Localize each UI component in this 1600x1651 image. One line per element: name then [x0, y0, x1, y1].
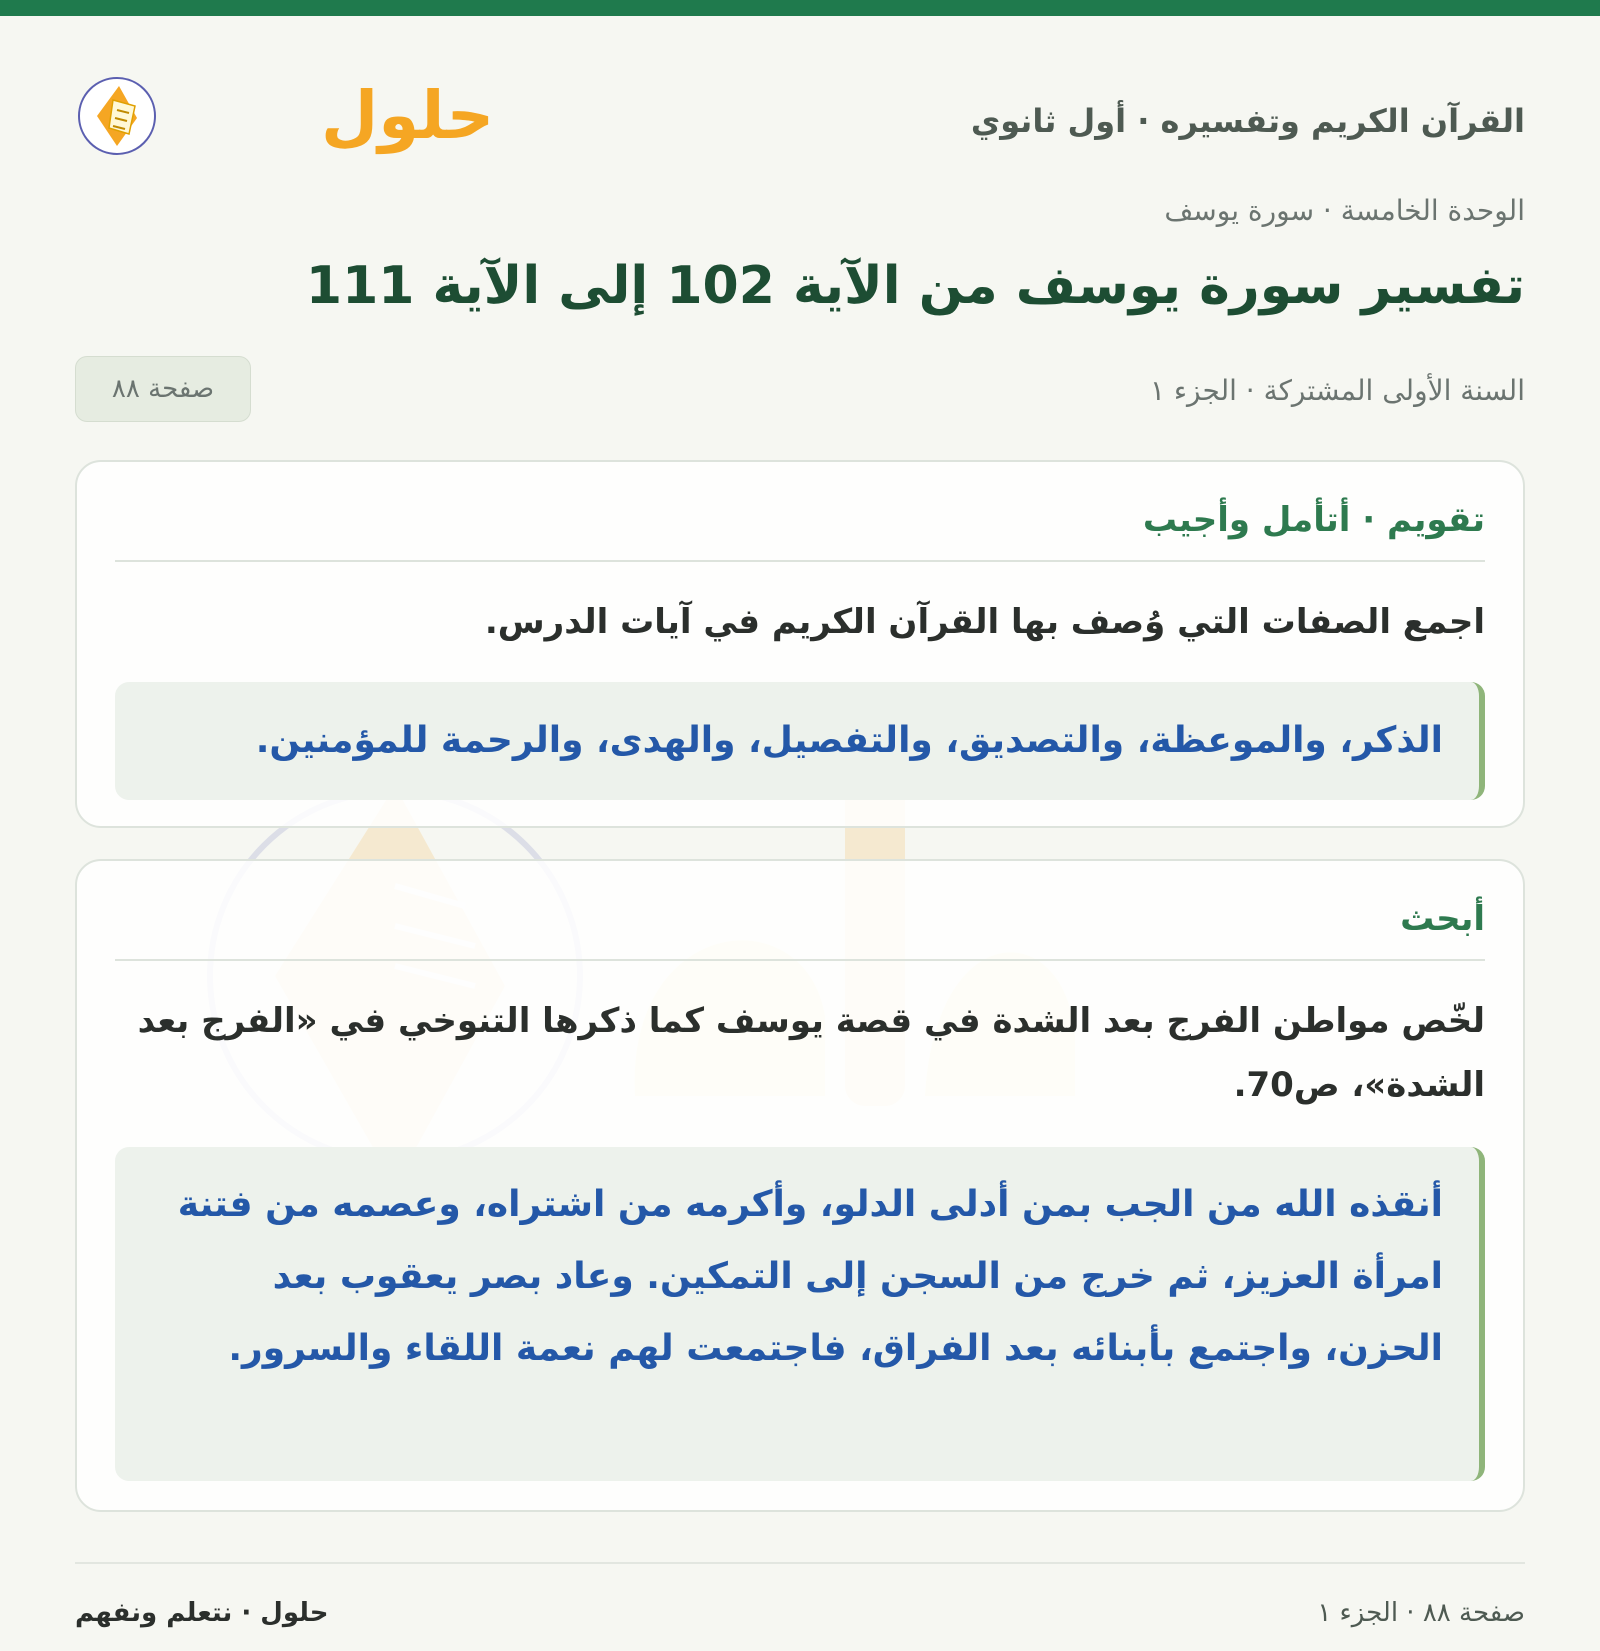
page-header [75, 54, 1525, 154]
question-text: لخّص مواطن الفرج بعد الشدة في قصة يوسف كما ذكرها التنوخي في «الفرج بعد الشدة»، ص70. [137, 1001, 1485, 1105]
card-header [115, 899, 1485, 961]
page [75, 16, 1525, 1651]
meta-row [75, 356, 1525, 422]
card-header [115, 500, 1485, 562]
grade-part-label: السنة الأولى المشتركة · الجزء ١ [1149, 374, 1525, 407]
top-accent-bar [0, 0, 1600, 16]
brand-logo[interactable] [75, 64, 495, 154]
logo-book-icon [75, 64, 495, 154]
evaluation-card [75, 460, 1525, 828]
footer-page-info: صفحة ٨٨ · الجزء ١ [1317, 1598, 1525, 1628]
answer-box: أنقذه الله من الجب بمن أدلى الدلو، وأكرمه من اشتراه، وعصمه من فتنة امرأة العزيز، ثم خرج من السجن إلى التمكين. وعاد بصر يعقوب بعد الحزن، واجتمع بأبنائه بعد الفراق، فاجتمعت لهم نعمة اللقاء والسرور. [115, 1147, 1485, 1481]
question-text: اجمع الصفات التي وُصف بها القرآن الكريم في آيات الدرس. [484, 602, 1485, 642]
footer-brand-slogan: حلول · نتعلم ونفهم [75, 1598, 329, 1628]
card-title: تقويم · أتأمل وأجيب [1142, 500, 1485, 540]
answer-box: الذكر، والموعظة، والتصديق، والتفصيل، والهدى، والرحمة للمؤمنين. [115, 682, 1485, 800]
course-title: القرآن الكريم وتفسيره · أول ثانوي [970, 102, 1525, 140]
research-card [75, 859, 1525, 1512]
breadcrumb: الوحدة الخامسة · سورة يوسف [1164, 194, 1525, 227]
page-title: تفسير سورة يوسف من الآية 102 إلى الآية 111 [305, 256, 1525, 316]
page-number-badge: صفحة ٨٨ [75, 356, 251, 422]
page-footer [75, 1562, 1525, 1642]
svg-text:حلول: حلول [321, 77, 495, 154]
card-title: أبحث [1400, 899, 1485, 939]
